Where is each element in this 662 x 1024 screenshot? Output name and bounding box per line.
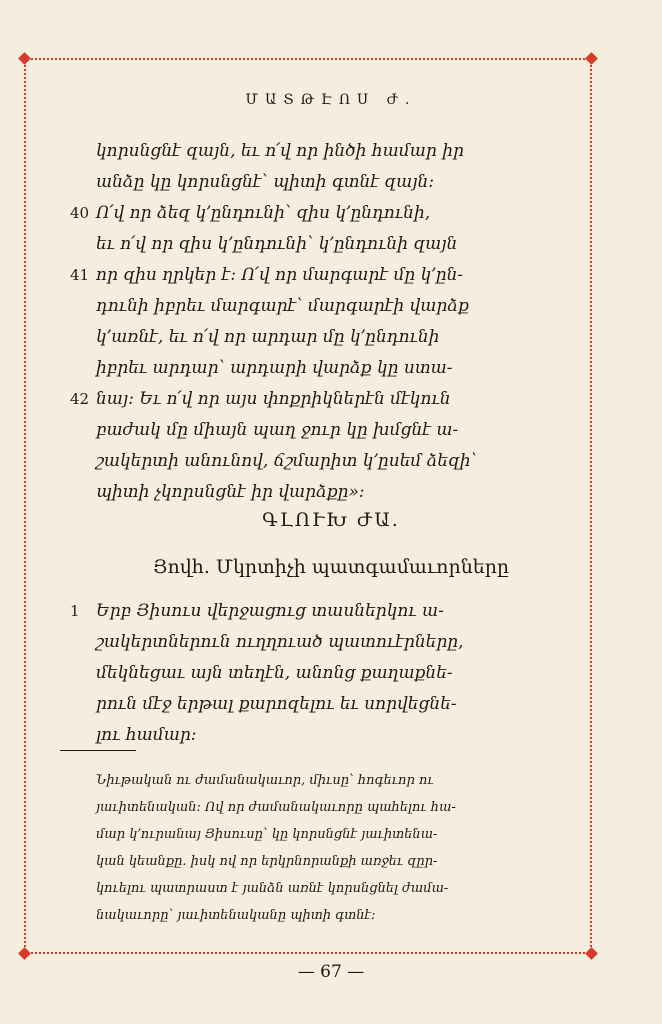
footnote-line: մար կ՚ուրանայ Յիսուսը՝ կը կորսնցնէ յաւիտենա- — [96, 827, 438, 842]
line-text: շակերտի անունով, ճշմարիտ կ՚ըսեմ ձեզի՝ — [96, 451, 477, 471]
text-line — [70, 198, 526, 229]
text-line — [96, 658, 526, 689]
text-line — [96, 720, 526, 751]
text-line — [96, 353, 526, 384]
footnote-line: կան կեանքը. իսկ ով որ երկրնորանքի առջեւ զըր- — [96, 854, 438, 869]
text-line — [96, 446, 526, 477]
line-text: որ զիս ղրկեր է: Ո՛վ որ մարգարէ մը կ՚ըն- — [96, 265, 464, 285]
text-line — [96, 477, 526, 508]
section-title: Յովհ. Մկրտիչի պատգամաւորները — [152, 556, 510, 578]
line-text: լու համար: — [96, 725, 197, 745]
page-number: — 67 — — [297, 962, 365, 982]
line-text: Երբ Յիսուս վերջացուց տասներկու ա- — [96, 601, 444, 621]
verse-number: 42 — [70, 390, 90, 408]
verse-number: 41 — [70, 266, 90, 284]
line-text: կորսնցնէ զայն, եւ ո՛վ որ ինծի համար իր — [96, 141, 464, 161]
text-line — [70, 260, 526, 291]
line-text: րուն մէջ երթալ քարոզելու եւ սորվեցնե- — [96, 694, 457, 714]
text-line — [96, 322, 526, 353]
footnote-line: Նիւթական ու ժամանակաւոր, միւսը՝ հոգեւոր ու — [96, 773, 434, 788]
line-text: պիտի չկորսնցնէ իր վարձքը»: — [96, 482, 365, 502]
verse-number: 40 — [70, 204, 90, 222]
text-line — [96, 229, 526, 260]
footnote-line: նակաւորը՝ յաւիտենականը պիտի գտնէ: — [96, 908, 376, 923]
line-text: շակերտներուն ուղղուած պատուէրները, — [96, 632, 464, 652]
body-text-after — [70, 596, 526, 751]
footnote-line: յաւիտենական: Ով որ ժամանակաւորը պահելու հա- — [96, 800, 456, 815]
text-line — [70, 384, 526, 415]
text-line — [96, 415, 526, 446]
line-text: եւ ո՛վ որ զիս կ՚ընդունի՝ կ՚ընդունի զայն — [96, 234, 458, 254]
footnote-line: կուելու պատրաստ է յանձն առնէ կորսնցնել ժամա- — [96, 881, 449, 896]
text-line — [96, 167, 526, 198]
line-text: դունի իբրեւ մարգարէ՝ մարգարէի վարձք — [96, 296, 469, 316]
line-text: նայ: Եւ ո՛վ որ այս փոքրիկներէն մէկուն — [96, 389, 451, 409]
body-text-before — [70, 136, 526, 508]
text-line — [96, 627, 526, 658]
text-line — [96, 136, 526, 167]
chapter-heading: ԳԼՈՒԽ ԺԱ. — [262, 509, 400, 531]
footnote-rule — [60, 750, 136, 751]
line-text: իբրեւ արդար՝ արդարի վարձք կը ստա- — [96, 358, 453, 378]
running-head: ՄԱՏԹԷՈՍ Ժ. — [245, 92, 417, 108]
line-text: բաժակ մը միայն պաղ ջուր կը խմցնէ ա- — [96, 420, 459, 440]
text-line — [96, 689, 526, 720]
verse-number: 1 — [70, 602, 80, 620]
line-text: Ո՛վ որ ձեզ կ՚ընդունի՝ զիս կ՚ընդունի, — [96, 203, 431, 223]
line-text: անձը կը կորսնցնէ՝ պիտի գտնէ զայն: — [96, 172, 435, 192]
text-line — [70, 596, 526, 627]
line-text: կ՚առնէ, եւ ո՛վ որ արդար մը կ՚ընդունի — [96, 327, 440, 347]
footnote — [96, 767, 526, 929]
line-text: մեկնեցաւ այն տեղէն, անոնց քաղաքնե- — [96, 663, 453, 683]
text-line — [96, 291, 526, 322]
